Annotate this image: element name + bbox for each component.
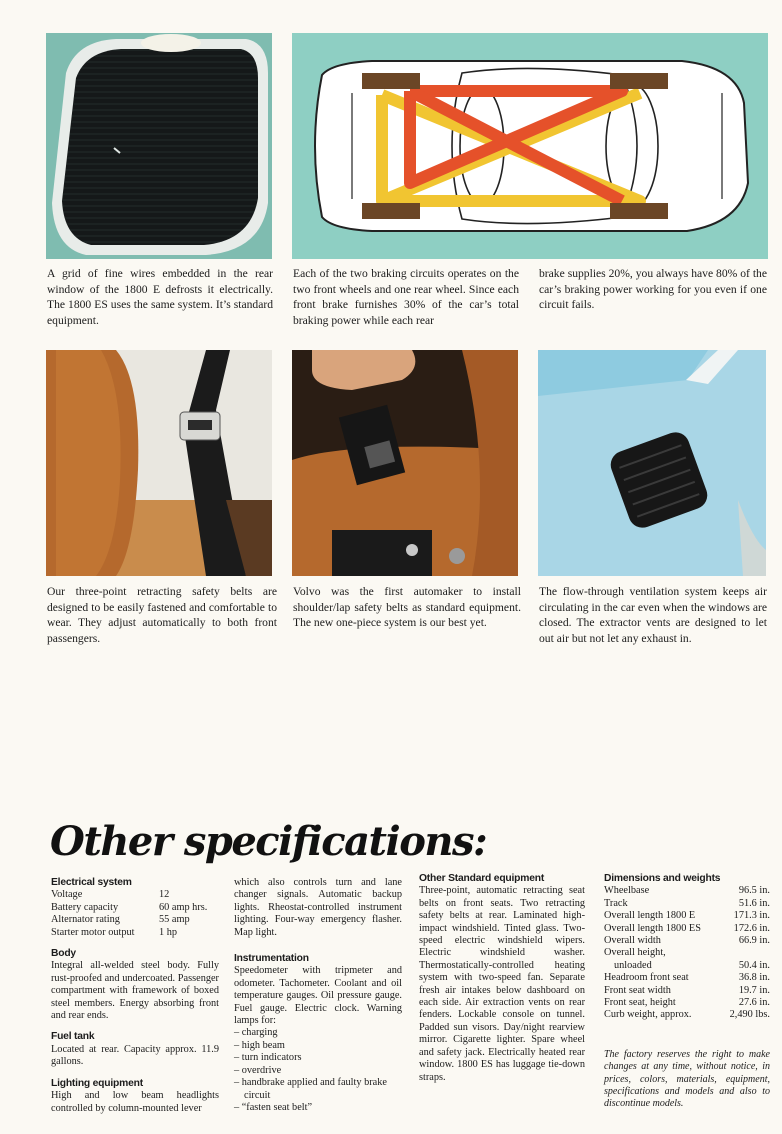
list-item: – high beam [234, 1040, 402, 1052]
dimension-row [604, 935, 770, 947]
spec-label: Battery capacity [51, 901, 119, 913]
dimension-value: 27.6 in. [738, 997, 770, 1009]
electrical-heading: Electrical system [51, 877, 132, 888]
braking-caption-part-1: Each of the two braking circuits operates on the two front wheels and one rear wheel. Since each front brake furnishes 30% of the car’s total braking power while each rear [293, 267, 519, 327]
spec-column-3 [419, 873, 585, 1093]
body-text: Integral all-welded steel body. Fully rust-proofed and undercoated. Passenger compartment with framework of boxed steel members. Energy absorbing front and rear ends. [51, 960, 219, 1022]
dimension-value: 171.3 in. [733, 910, 770, 922]
dimensions-heading: Dimensions and weights [604, 873, 721, 884]
standard-equipment-section [419, 873, 585, 1084]
ventilation-photo [538, 350, 766, 576]
body-heading: Body [51, 948, 76, 960]
dimension-label: Overall height, [604, 947, 666, 959]
fuel-heading: Fuel tank [51, 1031, 95, 1043]
electrical-section [51, 877, 219, 939]
dimension-value: 19.7 in. [738, 984, 770, 996]
dimension-label: Overall width [604, 935, 661, 947]
spec-column-2 [234, 877, 402, 1123]
lighting-text: High and low beam headlights controlled by column-mounted lever [51, 1090, 219, 1114]
dimension-value: 66.9 in. [738, 935, 770, 947]
dimension-row [604, 910, 770, 922]
fuel-text: Located at rear. Capacity approx. 11.9 gallons. [51, 1043, 219, 1068]
standard-equipment-text: Three-point, automatic retracting seat belts on front seats. Two retracting safety belts at rear. Laminated high-impact windshield. Tinted glass. Two-speed electric windshield wipers. Electric windshield washer. Thermostatically-controlled heating system with two-speed fan. Separate fresh air intakes below dashboard on each side. Air extraction vents on rear fenders. Lockable console on tunnel. Padded sun visors. Day/night rearview mirror. Cigarette lighter. Spare wheel and safety jack. Electrically heated rear window. 1800 ES has luggage tie-down straps. [419, 885, 585, 1083]
dimension-row [604, 885, 770, 897]
list-item: – “fasten seat belt” [234, 1102, 402, 1114]
standard-equipment-heading: Other Standard equipment [419, 873, 545, 884]
rear-window-caption: A grid of fine wires embedded in the rear window of the 1800 E defrosts it electrically. The 1800 ES uses the same system. It’s standard equipment. [47, 267, 273, 327]
spec-row [51, 889, 219, 901]
spec-row [51, 914, 219, 926]
dimension-row [604, 898, 770, 910]
dimension-value: 50.4 in. [738, 959, 770, 971]
lighting-heading: Lighting equipment [51, 1077, 143, 1089]
dimension-label: Track [604, 897, 628, 909]
dimension-row [604, 960, 770, 972]
list-item: – handbrake applied and faulty brake circuit [234, 1077, 402, 1102]
dimension-row [604, 947, 770, 959]
list-item: – overdrive [234, 1065, 402, 1077]
rear-window-photo [46, 33, 272, 259]
dimension-row [604, 972, 770, 984]
warning-lamps-list [234, 1027, 402, 1114]
instrumentation-heading: Instrumentation [234, 953, 309, 965]
spec-value: 1 hp [159, 926, 178, 938]
spec-value: 55 amp [159, 914, 190, 926]
dimension-label: Front seat, height [604, 997, 676, 1009]
spec-label: Alternator rating [51, 914, 120, 926]
dimension-label: Wheelbase [604, 885, 650, 897]
spec-column-4 [604, 873, 770, 1031]
page-title: Other specifications: [50, 818, 487, 865]
spec-row [51, 927, 219, 939]
dimensions-section [604, 873, 770, 1022]
lap-belt-photo [292, 350, 518, 576]
braking-caption-part-2: brake supplies 20%, you always have 80% of the car’s braking power working for you even if one circuit fails. [539, 267, 767, 311]
instrumentation-text: Speedometer with tripmeter and odometer. Tachometer. Coolant and oil temperature gauges. Oil pressure gauge. Fuel gauge. Electric clock. Warning lamps for: [234, 965, 402, 1027]
dimension-label: Front seat width [604, 984, 671, 996]
instrumentation-section [234, 953, 402, 1114]
lighting-continued-text: which also controls turn and lane changer signals. Automatic backup lights. Rheostat-controlled instrument lighting. Four-way emergency flasher. Map light. [234, 877, 402, 938]
dimension-value: 2,490 lbs. [729, 1009, 770, 1021]
list-item: – charging [234, 1027, 402, 1039]
dimension-value: 96.5 in. [738, 885, 770, 897]
dimension-value: 36.8 in. [738, 972, 770, 984]
dimension-label: Headroom front seat [604, 972, 689, 984]
spec-row [51, 902, 219, 914]
dimension-label: Overall length 1800 ES [604, 922, 701, 934]
dimension-value: 172.6 in. [733, 922, 770, 934]
dimension-label: unloaded [614, 959, 652, 971]
dimension-row [604, 997, 770, 1009]
dimension-row [604, 985, 770, 997]
lighting-continued [234, 877, 402, 939]
braking-circuits-diagram [292, 33, 768, 259]
dimension-value: 51.6 in. [738, 897, 770, 909]
spec-column-1 [51, 877, 219, 1124]
spec-value: 12 [159, 889, 170, 901]
disclaimer-text: The factory reserves the right to make changes at any time, without notice, in prices, colors, materials, equipment, specifications and models and also to discontinue models. [604, 1049, 770, 1110]
list-item: – turn indicators [234, 1052, 402, 1064]
seat-belt-caption: Our three-point retracting safety belts are designed to be easily fastened and comfortable to wear. They adjust automatically to both front passengers. [47, 585, 277, 645]
lighting-section [51, 1078, 219, 1115]
spec-value: 60 amp hrs. [159, 901, 208, 913]
seat-belt-photo [46, 350, 272, 576]
dimension-label: Curb weight, approx. [604, 1009, 692, 1021]
spec-label: Starter motor output [51, 926, 135, 938]
dimension-label: Overall length 1800 E [604, 910, 696, 922]
body-section [51, 948, 219, 1022]
fuel-section [51, 1031, 219, 1068]
dimension-row [604, 923, 770, 935]
spec-label: Voltage [51, 889, 83, 901]
dimension-row [604, 1009, 770, 1021]
lap-belt-caption: Volvo was the first automaker to install shoulder/lap safety belts as standard equipment. The new one-piece system is our best yet. [293, 585, 521, 629]
ventilation-caption: The flow-through ventilation system keeps air circulating in the car even when the windows are closed. The extractor vents are designed to let out air but not let any exhaust in. [539, 585, 767, 645]
